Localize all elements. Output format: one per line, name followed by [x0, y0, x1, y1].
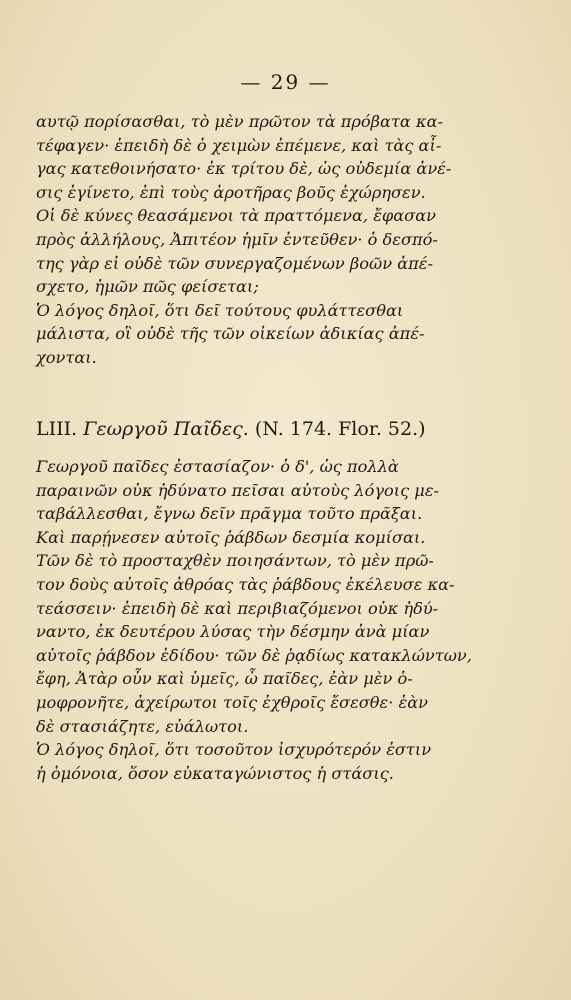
text-line: τον δοὺς αὐτοῖς ἀθρόας τὰς ῥάβδους ἐκέλευσε κα-: [36, 574, 455, 594]
fable-53-text: [36, 455, 546, 785]
text-line: αυτῷ πορίσασθαι, τὸ μὲν πρῶτον τὰ πρόβατα κα-: [36, 112, 444, 131]
text-line: σις ἐγίνετο, ἐπὶ τοὺς ἀροτῆρας βοῦς ἐχώρησεν.: [36, 182, 426, 202]
fable-53-number: LIII.: [36, 418, 78, 440]
text-line: Οἱ δὲ κύνες θεασάμενοι τὰ πραττόμενα, ἔφασαν: [36, 206, 436, 226]
text-line: μοφρονῆτε, ἀχείρωτοι τοῖς ἐχθροῖς ἔσεσθε· ἐὰν: [36, 692, 428, 712]
text-line: ταβάλλεσθαι, ἔγνω δεῖν πρᾶγμα τοῦτο πρᾶξαι.: [36, 504, 423, 524]
text-line: πρὸς ἀλλήλους, Ἀπιτέον ἡμῖν ἐντεῦθεν· ὁ δεσπό-: [36, 229, 438, 249]
page-number: — 29 —: [240, 70, 331, 94]
text-line: Καὶ παρῄνεσεν αὐτοῖς ῥάβδων δεσμία κομίσαι.: [36, 527, 426, 547]
text-line: τέφαγεν· ἐπειδὴ δὲ ὁ χειμὼν ἐπέμενε, καὶ τὰς αἶ-: [36, 135, 442, 155]
fable-53-reference: (N. 174. Flor. 52.): [254, 418, 426, 440]
fable-53-title: Γεωργοῦ Παῖδες.: [83, 418, 249, 440]
fable-53-heading: [36, 418, 546, 440]
text-line: Ὁ λόγος δηλοῖ, ὅτι δεῖ τούτους φυλάττεσθαι: [36, 300, 404, 320]
fable-52-text: [36, 110, 546, 370]
text-line: Τῶν δὲ τὸ προσταχθὲν ποιησάντων, τὸ μὲν πρῶ-: [36, 551, 434, 571]
text-line: δὲ στασιάζητε, εὐάλωτοι.: [36, 716, 249, 736]
text-line: σχετο, ἡμῶν πῶς φείσεται;: [36, 277, 259, 297]
text-line: Γεωργοῦ παῖδες ἐστασίαζον· ὁ δ', ὡς πολλὰ: [36, 457, 399, 476]
text-line: χονται.: [36, 347, 97, 367]
text-line: Ὁ λόγος δηλοῖ, ὅτι τοσοῦτον ἰσχυρότερόν ἐστιν: [36, 740, 432, 760]
text-line: μάλιστα, οἳ οὐδὲ τῆς τῶν οἰκείων ἀδικίας ἀπέ-: [36, 324, 425, 344]
text-line: ἔφη, Ἀτὰρ οὖν καὶ ὑμεῖς, ὦ παῖδες, ἐὰν μὲν ὁ-: [36, 669, 413, 689]
text-line: ναντο, ἐκ δευτέρου λύσας τὴν δέσμην ἀνὰ μίαν: [36, 622, 430, 642]
text-line: της γὰρ εἰ οὐδὲ τῶν συνεργαζομένων βοῶν ἀπέ-: [36, 253, 433, 273]
text-line: ἡ ὁμόνοια, ὅσον εὐκαταγώνιστος ἡ στάσις.: [36, 763, 394, 783]
text-line: γας κατεθοινήσατο· ἐκ τρίτου δὲ, ὡς οὐδεμία ἀνέ-: [36, 159, 452, 179]
text-line: παραινῶν οὐκ ἠδύνατο πεῖσαι αὐτοὺς λόγοις με-: [36, 480, 439, 500]
text-line: τεάσσειν· ἐπειδὴ δὲ καὶ περιβιαζόμενοι οὐκ ἠδύ-: [36, 598, 439, 618]
text-line: αὐτοῖς ῥάβδον ἐδίδου· τῶν δὲ ῥᾳδίως κατακλώντων,: [36, 645, 472, 665]
